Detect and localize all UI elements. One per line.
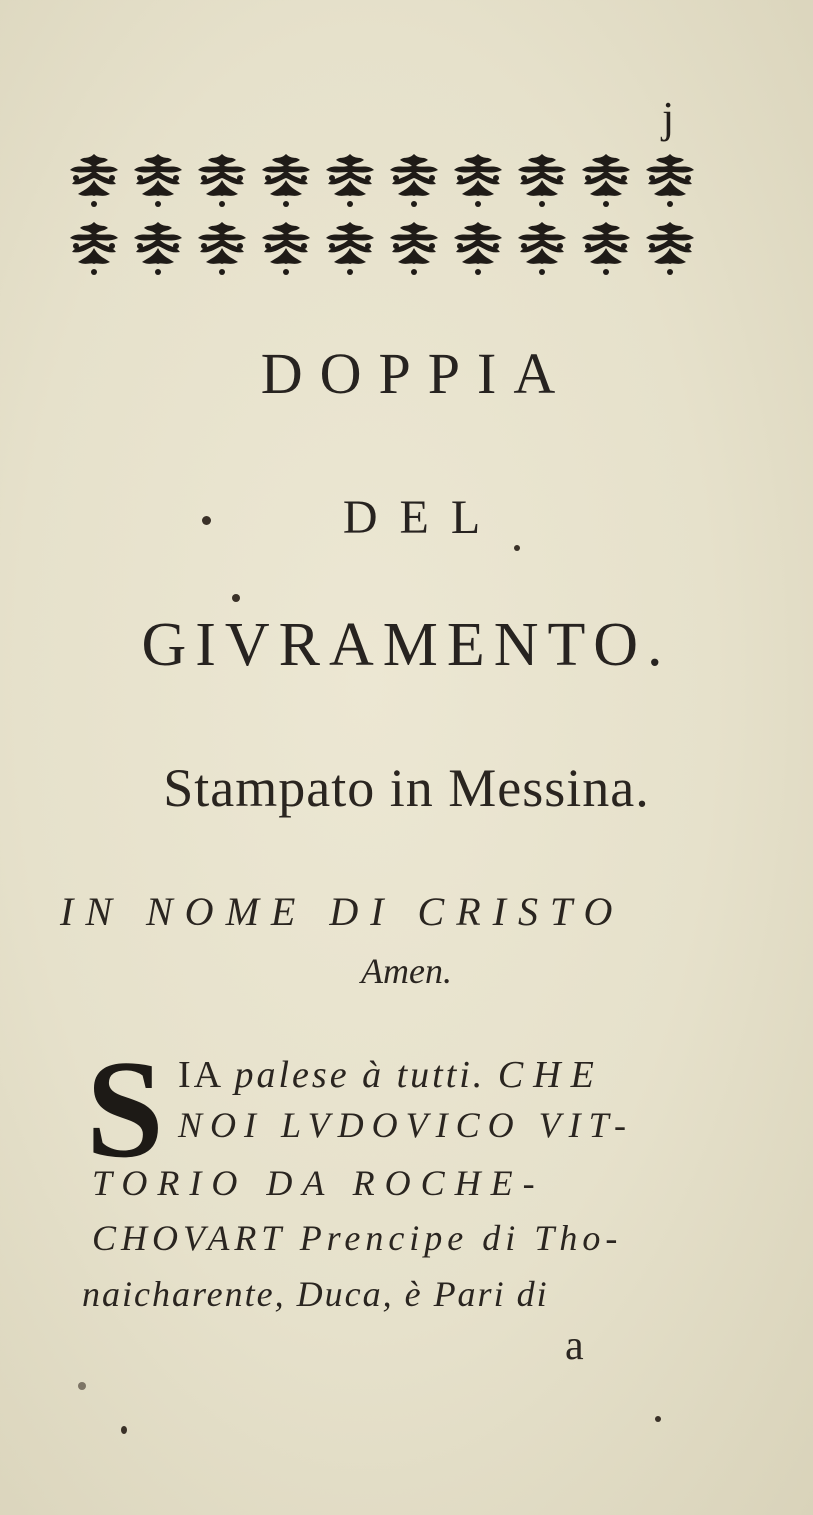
ink-speck	[232, 594, 240, 602]
body-line-2: NOI LVDOVICO VIT-	[178, 1105, 634, 1145]
signature-mark: a	[565, 1323, 584, 1369]
drop-cap: S	[86, 1032, 164, 1187]
invocation-line-2: Amen.	[361, 951, 452, 991]
imprint-line: Stampato in Messina.	[163, 758, 650, 818]
ink-speck	[514, 545, 520, 551]
ink-speck	[202, 516, 211, 525]
body-line-4	[92, 1217, 622, 1259]
body-line-1-end: CHE	[497, 1054, 604, 1096]
body-line-4-italic: Prencipe di Tho-	[299, 1218, 623, 1258]
title-line-2: DEL	[342, 491, 503, 544]
body-line-3: TORIO DA ROCHE-	[92, 1163, 545, 1203]
invocation-line-1: IN NOME DI CRISTO	[60, 889, 625, 934]
ink-speck	[78, 1382, 86, 1390]
title-line-3: GIVRAMENTO.	[141, 611, 672, 679]
ink-speck	[655, 1416, 661, 1422]
page-number: j	[662, 93, 675, 142]
body-line-5: naicharente, Duca, è Pari di	[82, 1274, 549, 1314]
title-line-1: DOPPIA	[260, 341, 573, 406]
body-line-1-caps: IA	[178, 1054, 222, 1096]
body-line-1	[178, 1053, 604, 1097]
ink-speck	[121, 1426, 127, 1434]
body-line-4-caps: CHOVART	[92, 1218, 286, 1258]
decorative-ornament-band	[62, 150, 702, 286]
body-line-1-italic: palese à tutti.	[234, 1054, 486, 1096]
